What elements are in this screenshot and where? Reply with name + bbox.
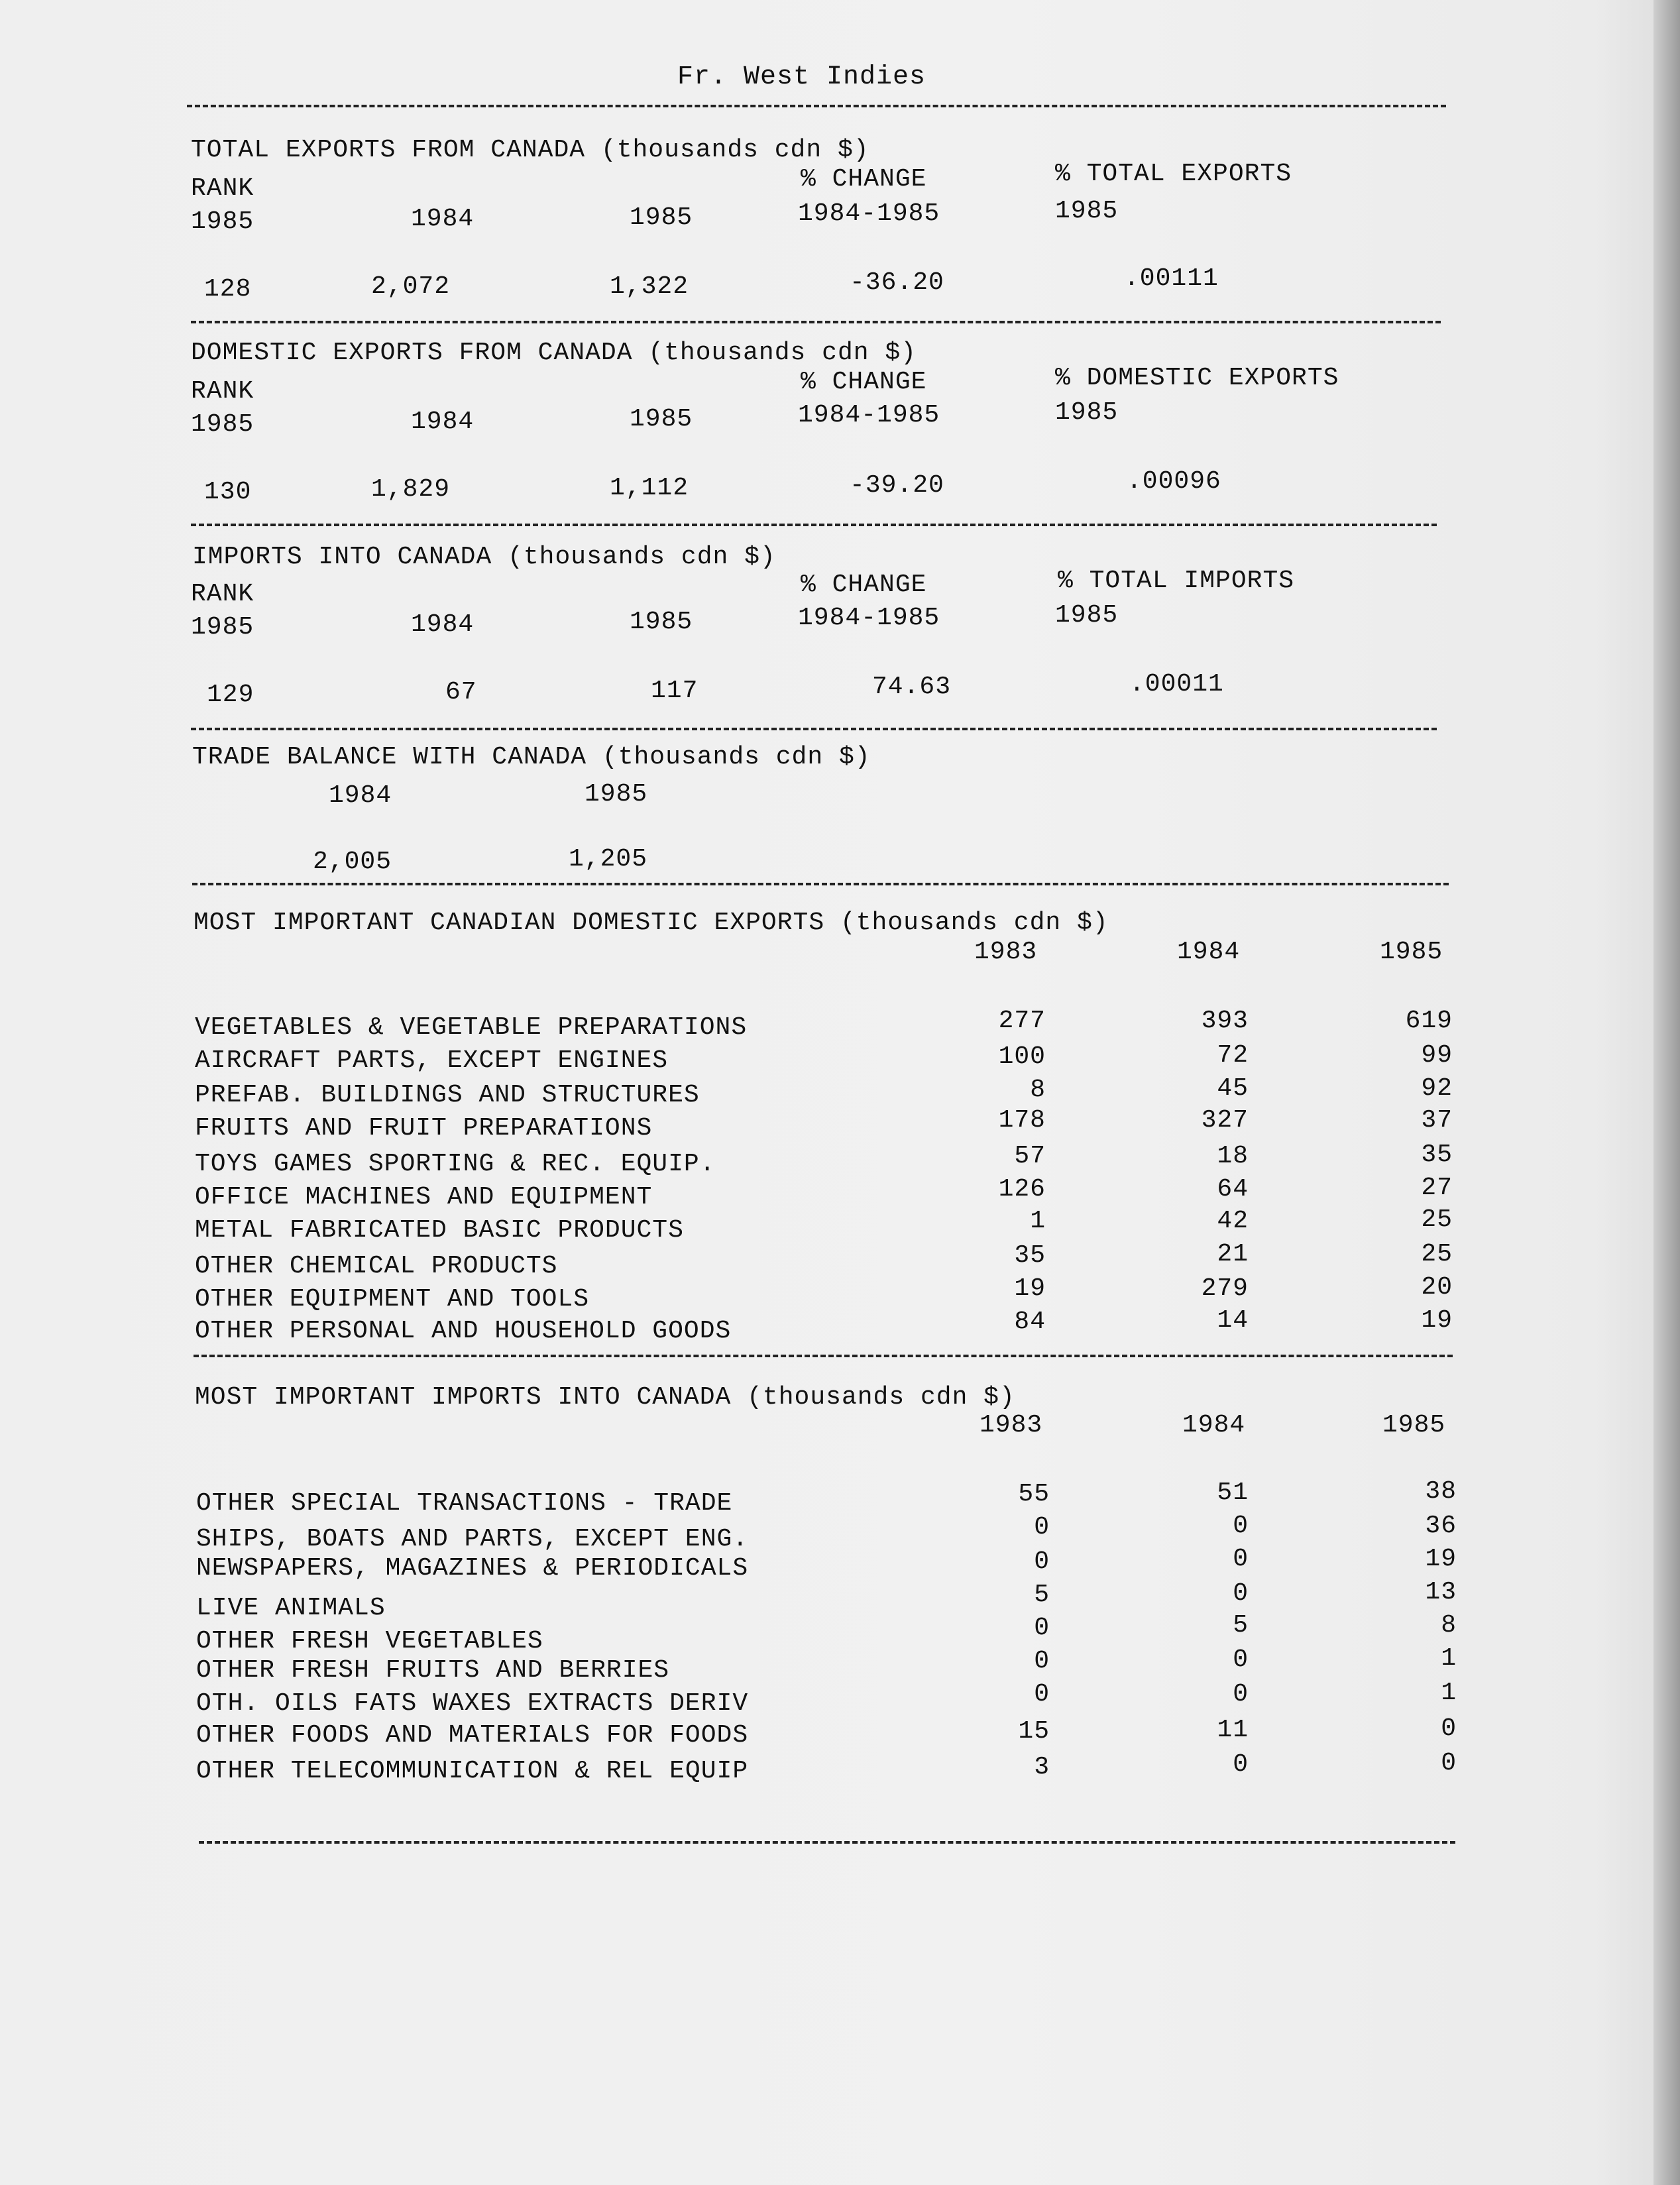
row-label: SHIPS, BOATS AND PARTS, EXCEPT ENG. <box>196 1525 749 1553</box>
value-1984: 327 <box>1201 1106 1249 1135</box>
year-1985: 1985 <box>630 203 693 232</box>
section-heading: TRADE BALANCE WITH CANADA (thousands cdn $) <box>192 743 871 771</box>
row-label: OFFICE MACHINES AND EQUIPMENT <box>195 1183 653 1211</box>
value-1985: 19 <box>1421 1306 1453 1335</box>
row-label: OTHER FOODS AND MATERIALS FOR FOODS <box>196 1721 749 1750</box>
row-label: TOYS GAMES SPORTING & REC. EQUIP. <box>195 1150 716 1178</box>
row-label: PREFAB. BUILDINGS AND STRUCTURES <box>195 1081 700 1109</box>
value-1984: 14 <box>1217 1306 1249 1335</box>
value-1983: 35 <box>1014 1241 1046 1270</box>
share-label: % TOTAL IMPORTS <box>1058 567 1295 595</box>
share-value: .00096 <box>1127 467 1221 496</box>
value-1985: 25 <box>1421 1205 1453 1234</box>
year-1985: 1985 <box>630 405 693 433</box>
year-1984: 1984 <box>1182 1411 1246 1439</box>
value-1985: 8 <box>1441 1611 1457 1640</box>
value-1985: 20 <box>1421 1273 1453 1302</box>
change-value: 74.63 <box>872 673 952 701</box>
value-1983: 0 <box>1034 1614 1050 1642</box>
value-1985: 1,205 <box>569 845 648 873</box>
page-binding-shadow <box>1653 0 1680 2185</box>
value-1983: 84 <box>1014 1308 1046 1336</box>
divider <box>191 524 1437 526</box>
value-1985: 0 <box>1441 1714 1457 1743</box>
row-label: NEWSPAPERS, MAGAZINES & PERIODICALS <box>196 1554 749 1583</box>
value-1985: 27 <box>1421 1174 1453 1202</box>
value-1984: 0 <box>1233 1579 1249 1608</box>
row-label: OTHER EQUIPMENT AND TOOLS <box>195 1285 590 1314</box>
divider <box>191 321 1441 323</box>
page-title: Fr. West Indies <box>677 62 926 92</box>
value-1984: 2,005 <box>313 848 392 876</box>
change-value: -39.20 <box>850 471 944 500</box>
value-1985: 36 <box>1425 1512 1457 1540</box>
year-1985: 1985 <box>630 608 693 636</box>
rank-year: 1985 <box>191 613 254 642</box>
divider <box>187 105 1446 107</box>
value-1985: 92 <box>1421 1074 1453 1103</box>
row-label: FRUITS AND FRUIT PREPARATIONS <box>195 1114 653 1143</box>
value-1983: 0 <box>1034 1513 1050 1541</box>
row-label: OTH. OILS FATS WAXES EXTRACTS DERIV <box>196 1689 749 1718</box>
change-label: % CHANGE <box>801 165 927 194</box>
section-heading: MOST IMPORTANT CANADIAN DOMESTIC EXPORTS (thousands cdn $) <box>194 909 1109 937</box>
value-1984: 21 <box>1217 1240 1249 1268</box>
value-1983: 126 <box>998 1175 1046 1204</box>
value-1983: 3 <box>1034 1753 1050 1781</box>
divider <box>192 883 1449 885</box>
section-heading: IMPORTS INTO CANADA (thousands cdn $) <box>192 543 776 571</box>
value-1983: 100 <box>998 1042 1046 1071</box>
share-year: 1985 <box>1055 197 1119 225</box>
row-label: AIRCRAFT PARTS, EXCEPT ENGINES <box>195 1046 669 1075</box>
value-1983: 57 <box>1014 1142 1046 1170</box>
year-1984: 1984 <box>329 781 392 810</box>
year-1984: 1984 <box>1177 938 1241 966</box>
change-period: 1984-1985 <box>798 604 940 632</box>
share-label: % TOTAL EXPORTS <box>1055 160 1292 188</box>
value-1984: 0 <box>1233 1646 1249 1674</box>
rank-label: RANK <box>191 377 254 406</box>
value-1984: 0 <box>1233 1545 1249 1573</box>
section-heading: MOST IMPORTANT IMPORTS INTO CANADA (thousands cdn $) <box>195 1383 1015 1412</box>
value-1985: 25 <box>1421 1240 1453 1268</box>
value-1984: 0 <box>1233 1680 1249 1709</box>
value-1985: 1,112 <box>610 474 689 502</box>
value-1983: 0 <box>1034 1680 1050 1709</box>
value-1984: 72 <box>1217 1041 1249 1070</box>
row-label: OTHER CHEMICAL PRODUCTS <box>195 1252 558 1280</box>
year-1983: 1983 <box>980 1411 1043 1439</box>
value-1985: 1 <box>1441 1644 1457 1673</box>
divider <box>199 1841 1455 1844</box>
divider <box>194 1355 1453 1357</box>
value-1984: 1,829 <box>371 475 451 504</box>
value-1983: 0 <box>1034 1547 1050 1576</box>
year-1983: 1983 <box>974 938 1038 966</box>
row-label: OTHER TELECOMMUNICATION & REL EQUIP <box>196 1757 749 1785</box>
value-1983: 15 <box>1018 1717 1050 1746</box>
section-heading: DOMESTIC EXPORTS FROM CANADA (thousands cdn $) <box>191 339 917 367</box>
value-1984: 64 <box>1217 1175 1249 1204</box>
share-year: 1985 <box>1055 398 1119 427</box>
rank-value: 130 <box>204 478 252 506</box>
row-label: OTHER PERSONAL AND HOUSEHOLD GOODS <box>195 1317 732 1345</box>
value-1984: 51 <box>1217 1479 1249 1507</box>
value-1983: 178 <box>998 1106 1046 1135</box>
change-label: % CHANGE <box>801 571 927 599</box>
value-1984: 67 <box>445 678 477 706</box>
section-heading: TOTAL EXPORTS FROM CANADA (thousands cdn $) <box>191 136 869 164</box>
value-1984: 393 <box>1201 1007 1249 1035</box>
change-label: % CHANGE <box>801 368 927 396</box>
row-label: OTHER FRESH VEGETABLES <box>196 1627 543 1655</box>
row-label: LIVE ANIMALS <box>196 1594 386 1622</box>
share-year: 1985 <box>1055 601 1119 630</box>
value-1984: 42 <box>1217 1207 1249 1235</box>
rank-year: 1985 <box>191 207 254 236</box>
row-label: METAL FABRICATED BASIC PRODUCTS <box>195 1216 684 1245</box>
change-period: 1984-1985 <box>798 199 940 228</box>
value-1984: 18 <box>1217 1142 1249 1170</box>
change-value: -36.20 <box>850 268 944 297</box>
rank-year: 1985 <box>191 410 254 439</box>
value-1983: 277 <box>998 1007 1046 1035</box>
row-label: OTHER FRESH FRUITS AND BERRIES <box>196 1656 670 1685</box>
year-1985: 1985 <box>1380 938 1443 966</box>
value-1983: 5 <box>1034 1581 1050 1609</box>
divider <box>191 728 1437 730</box>
value-1985: 1 <box>1441 1679 1457 1707</box>
value-1985: 1,322 <box>610 272 689 301</box>
value-1983: 19 <box>1014 1274 1046 1303</box>
change-period: 1984-1985 <box>798 401 940 429</box>
value-1984: 2,072 <box>371 272 451 301</box>
row-label: OTHER SPECIAL TRANSACTIONS - TRADE <box>196 1489 733 1518</box>
value-1984: 45 <box>1217 1074 1249 1103</box>
row-label: VEGETABLES & VEGETABLE PREPARATIONS <box>195 1013 748 1042</box>
share-value: .00011 <box>1129 670 1224 699</box>
year-1984: 1984 <box>411 610 475 639</box>
value-1984: 279 <box>1201 1274 1249 1303</box>
value-1985: 38 <box>1425 1477 1457 1506</box>
value-1984: 11 <box>1217 1716 1249 1744</box>
value-1983: 8 <box>1030 1076 1046 1104</box>
rank-value: 128 <box>204 275 252 304</box>
value-1983: 1 <box>1030 1207 1046 1235</box>
value-1985: 619 <box>1405 1007 1453 1035</box>
value-1985: 35 <box>1421 1141 1453 1169</box>
value-1985: 99 <box>1421 1041 1453 1070</box>
value-1985: 0 <box>1441 1749 1457 1777</box>
value-1985: 19 <box>1425 1545 1457 1573</box>
share-value: .00111 <box>1124 264 1219 293</box>
value-1985: 117 <box>651 677 699 705</box>
rank-value: 129 <box>207 681 254 709</box>
value-1984: 0 <box>1233 1750 1249 1779</box>
value-1984: 0 <box>1233 1512 1249 1540</box>
year-1984: 1984 <box>411 205 475 233</box>
rank-label: RANK <box>191 174 254 203</box>
value-1985: 13 <box>1425 1578 1457 1606</box>
value-1984: 5 <box>1233 1611 1249 1640</box>
year-1985: 1985 <box>585 780 648 809</box>
year-1984: 1984 <box>411 408 475 436</box>
rank-label: RANK <box>191 580 254 608</box>
share-label: % DOMESTIC EXPORTS <box>1055 364 1339 392</box>
value-1983: 55 <box>1018 1480 1050 1508</box>
value-1985: 37 <box>1421 1106 1453 1135</box>
value-1983: 0 <box>1034 1647 1050 1675</box>
year-1985: 1985 <box>1382 1411 1446 1439</box>
